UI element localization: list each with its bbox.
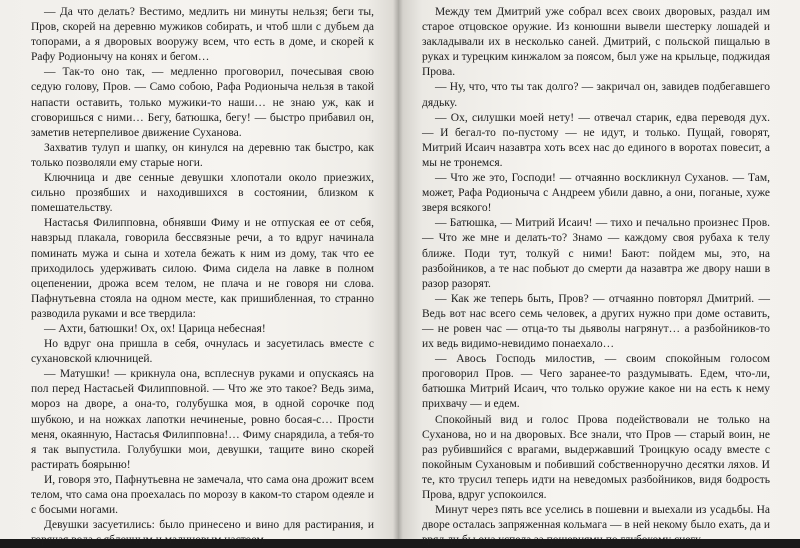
paragraph: Но вдруг она пришла в себя, очнулась и засуетилась вместе с сухановской ключницей. (31, 338, 374, 366)
left-page (0, 0, 398, 547)
paragraph: — Так-то оно так, — медленно проговорил, почесывая свою седую голову, Пров. — Само собою, Рафа Родионыча нельзя в такой напасти оставить, только мужики-то наши… не знаю уж, как и сговоришься с ними… Бегу, батюшка, бегу! — быстро прибавил он, заметив нетерпеливое движение Суханова. (31, 66, 374, 139)
paragraph: Минут через пять все уселись в пошевни и выехали из усадьбы. На дворе осталась запряженная кольмага — в ней некому было ехать, да и вряд ли бы она успела за пошевнями по глубокому снегу. (422, 504, 770, 547)
paragraph: Девушки засуетились: было принесено и вино для растирания, и горячая вода с яблочным и малиновым настоем. (31, 519, 374, 547)
paragraph: Между тем Дмитрий уже собрал всех своих дворовых, раздал им старое отцовское оружие. Из конюшни вывели шестерку лошадей и закладывали их в несколько саней. Дмитрий, с польской пищалью в руках и турецким кинжалом за поясом, был уже на крыльце, поджидая Прова. (422, 6, 770, 79)
paragraph: — Как же теперь быть, Пров? — отчаянно повторял Дмитрий. — Ведь вот нас всего семь человек, а других нужно при доме оставить, — не ровен час — отца-то ты дьяволы нагрянут… а разбойников-то их ведь видимо-невидимо понаехало… (422, 292, 770, 351)
paragraph: — Ахти, батюшки! Ох, ох! Царица небесная! (44, 322, 266, 335)
paragraph: — Авось Господь милостив, — своим спокойным голосом проговорил Пров. — Чего заранее-то раздумывать. Едем, что-ли, батюшка Митрий Исаич, что только оружие какое ни на есть к нему прихвачу — и едем. (422, 353, 770, 411)
paragraph: Спокойный вид и голос Прова подействовали не только на Суханова, но и на дворовых. Все знали, что Пров — старый воин, не раз рубившийся с врагами, выдержавший Троицкую осаду вместе с покойным Сухановым и побивший собственноручно десятки ляхов. И те, кто трусил теперь идти на неведомых разбойников, видя бодрость Прова, вдруг успокоился. (422, 413, 770, 501)
paragraph: Ключница и две сенные девушки хлопотали около приезжих, сильно прозябших и находившихся в состоянии, близком к помешательству. (31, 172, 374, 215)
paragraph: Настасья Филипповна, обнявши Фиму и не отпуская ее от себя, навзрыд плакала, говорила бессвязные речи, а то вдруг начинала поминать мужа и сына и хотела бежать к ним из дому, так что ее приходилось удерживать силою. Фима сидела на лавке в полном оцепенении, дрожа всем телом, не плача и не говоря ни слова. Пафнутьевна стояла на одном месте, как пришибленная, то странно разводила руками и все твердила: (31, 217, 374, 320)
paragraph: — Да что делать? Вестимо, медлить ни минуты нельзя; беги ты, Пров, скорей на деревню мужиков собирать, и чтоб шли с дубьем да топорами, а я дворовых вооружу всем, что есть в доме, и скорей к Рафу Родионычу на конях и бегом… (31, 6, 374, 64)
paragraph: — Матушки! — крикнула она, всплеснув руками и опускаясь на пол перед Настасьей Филипповной. — Что же это такое? Ведь зима, мороз на дворе, а она-то, голубушка моя, в одной сорочке под шубкою, и на ножках лапотки нечиненые, ровно босая-с… Прости меня, окаянную, Настасья Филипповна!… Фиму снарядила, а тебя-то я так выпустила. Голубушки мои, девушки, тащите вино скорей растирать боярыню! (31, 368, 374, 471)
paragraph: — Батюшка, — Митрий Исаич! — тихо и печально произнес Пров. — Что же мне и делать-то? Знамо — каждому своя рубаха к телу ближе. Поди тут, толкуй с ними! Бают: пойдем мы, это, на разбойников, а те нас побьют до смерти да назавтра же двору наши в разор разорят. (422, 217, 770, 290)
right-page (398, 0, 800, 547)
paragraph: — Ох, силушки моей нету! — отвечал старик, едва переводя дух. — И бегал-то по-пустому — не идут, и только. Пущай, говорят, Митрий Исаич назавтра хоть всех нас до единого в воротах повесит, а мы не тронемся. (422, 111, 770, 169)
paragraph: И, говоря это, Пафнутьевна не замечала, что сама она дрожит всем телом, что сама она проехалась по морозу в каком-то старом одеяле и с босыми ногами. (31, 473, 374, 517)
paragraph: — Ну, что, что ты так долго? — закричал он, завидев подбегавшего дядьку. (422, 81, 770, 109)
paragraph: — Что же это, Господи! — отчаянно воскликнул Суханов. — Там, может, Рафа Родионыча с Андреем убили давно, а они, поганые, хуже зверя всякого! (422, 172, 770, 215)
paragraph: Захватив тулуп и шапку, он кинулся на деревню так быстро, как только позволяли ему старые ноги. (31, 141, 374, 169)
